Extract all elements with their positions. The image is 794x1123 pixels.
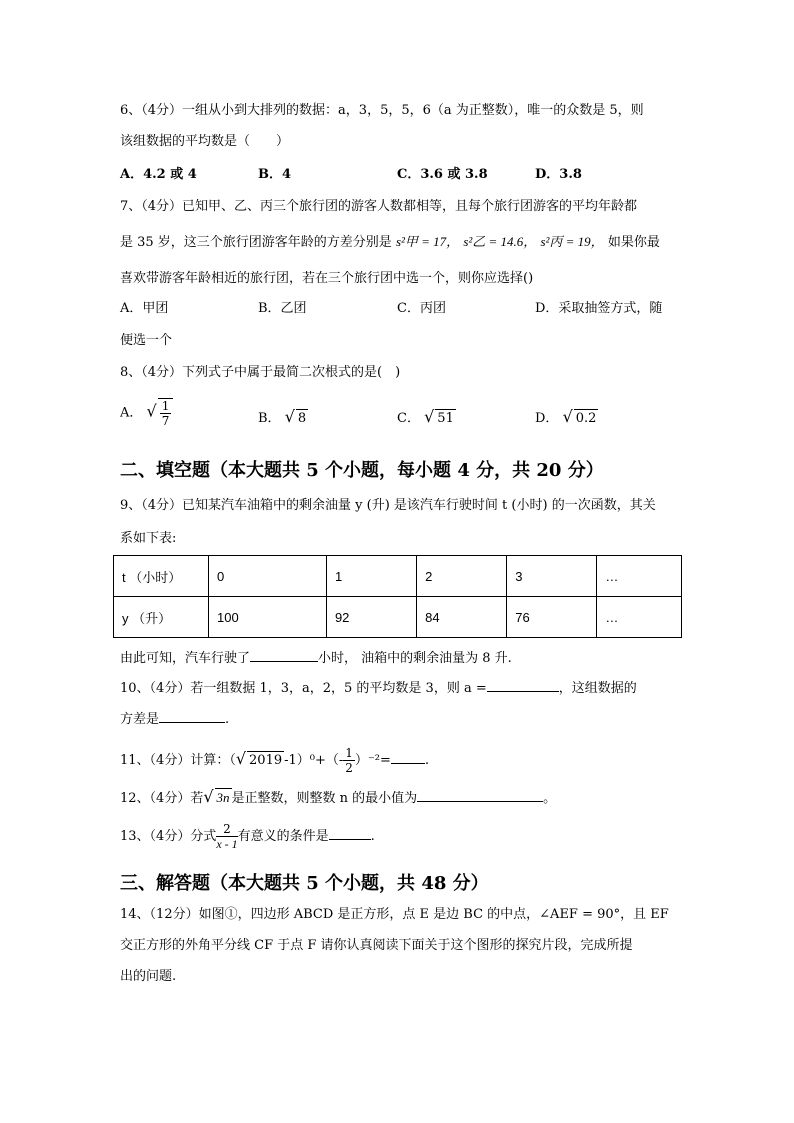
q6-option-c: C．3.6 或 3.8 — [397, 167, 488, 182]
table-cell: 3 — [507, 556, 597, 597]
q7-variance-bing: s²丙 = 19， — [540, 234, 604, 249]
q7-option-c: C．丙团 — [397, 301, 446, 316]
sqrt-symbol-icon: √ — [284, 407, 295, 426]
q11-fraction — [343, 746, 355, 775]
table-cell: 2 — [417, 556, 507, 597]
q8-a-numerator: 1 — [161, 399, 170, 413]
table-cell: 92 — [326, 597, 416, 638]
q10-line2-end: . — [225, 712, 230, 727]
q12-mid: 是正整数，则整数 n 的最小值为 — [231, 791, 418, 806]
q13-line — [120, 822, 375, 851]
answer-blank[interactable] — [329, 825, 371, 840]
q10-line1 — [120, 677, 637, 698]
q7-line3: 喜欢带游客年龄相近的旅行团，若在三个旅行团中选一个，则你应选择() — [120, 271, 534, 286]
q8-a-denominator: 7 — [161, 414, 170, 428]
q11-numerator: 1 — [345, 746, 353, 760]
q9-line1: 9、（4分）已知某汽车油箱中的剩余油量 y (升) 是该汽车行驶时间 t (小时) 的一次函数，其关 — [120, 498, 656, 513]
q10-text-end: ，这组数据的 — [558, 681, 637, 696]
q12-line — [120, 787, 556, 808]
q7-line2-end: 如果你最 — [607, 235, 660, 250]
sqrt-symbol-icon: √ — [146, 401, 157, 421]
q11-prefix: 11、（4分）计算：（ — [120, 753, 236, 768]
q7-option-a: A．甲团 — [120, 301, 169, 316]
q13-prefix: 13、（4分）分式 — [120, 829, 217, 844]
q6-option-a: A．4.2 或 4 — [120, 167, 197, 182]
table-cell: 100 — [209, 597, 327, 638]
table-cell: y （升） — [114, 597, 209, 638]
q13-fraction — [216, 822, 237, 851]
table-cell: 1 — [326, 556, 416, 597]
q13-denominator: x - 1 — [216, 837, 238, 851]
q9-line2: 系如下表: — [120, 531, 177, 546]
section-title-fill-in: 二、填空题（本大题共 5 个小题，每小题 4 分，共 20 分） — [120, 460, 604, 481]
section-title-solutions: 三、解答题（本大题共 5 个小题，共 48 分） — [120, 873, 489, 894]
q7-option-d: D．采取抽签方式，随 — [535, 301, 663, 316]
q8-option-d-radicand: 0.2 — [575, 411, 597, 426]
answer-blank[interactable] — [250, 647, 318, 662]
sqrt-symbol-icon: √ — [235, 749, 247, 768]
table-cell: 84 — [417, 597, 507, 638]
q6-option-d: D．3.8 — [535, 167, 582, 182]
q7-variance-jia: s²甲 = 17， — [395, 234, 460, 249]
q12-prefix: 12、（4分）若 — [120, 791, 204, 806]
q8-option-c-radicand: 51 — [437, 411, 454, 426]
table-cell: t （小时） — [114, 556, 209, 597]
table-cell: 76 — [507, 597, 597, 638]
q6-option-b: B．4 — [258, 167, 292, 182]
q7-option-d-cont: 便选一个 — [120, 333, 173, 348]
q11-radicand: 2019 — [249, 753, 283, 768]
sqrt-symbol-icon: √ — [203, 787, 214, 806]
q9-after-text: 由此可知，汽车行驶了 — [120, 651, 251, 666]
q7-line2-text: 是 35 岁，这三个旅行团游客年龄的方差分别是 — [120, 235, 392, 250]
q8-option-a-label: A． — [120, 405, 143, 421]
answer-blank[interactable] — [159, 708, 225, 723]
q9-after-table — [120, 647, 512, 668]
q9-data-table — [113, 555, 682, 638]
table-row — [114, 556, 682, 597]
q7-line1: 7、（4分）已知甲、乙、丙三个旅行团的游客人数都相等，且每个旅行团游客的平均年龄都 — [120, 199, 638, 214]
q11-mid: -1）⁰+（- — [284, 753, 344, 768]
q8-option-c — [397, 408, 456, 428]
q7-option-b: B．乙团 — [258, 301, 307, 316]
table-row — [114, 597, 682, 638]
q8-option-b — [258, 408, 308, 428]
q14-line2: 交正方形的外角平分线 CF 于点 F 请你认真阅读下面关于这个图形的探究片段，完成所提 — [120, 938, 633, 953]
q7-variance-yi: s²乙 = 14.6， — [463, 234, 537, 249]
q14-line3: 出的问题. — [120, 969, 177, 984]
q13-mid: 有意义的条件是 — [237, 829, 329, 844]
q7-line2 — [120, 233, 660, 252]
q8-option-b-radicand: 8 — [297, 411, 307, 426]
q13-end: . — [370, 829, 375, 844]
q6-line2: 该组数据的平均数是（ ） — [120, 134, 290, 149]
q10-line2 — [120, 708, 229, 729]
answer-blank[interactable] — [487, 677, 559, 692]
q9-after-end: 小时， 油箱中的剩余油量为 8 升. — [318, 651, 512, 666]
answer-blank[interactable] — [391, 749, 425, 764]
q10-line2-text: 方差是 — [120, 712, 160, 727]
q10-text: 10、（4分）若一组数据 1，3，a，2，5 的平均数是 3，则 a = — [120, 681, 487, 696]
q13-numerator: 2 — [216, 822, 237, 837]
q8-option-b-label: B． — [258, 411, 281, 426]
sqrt-symbol-icon: √ — [424, 407, 435, 426]
q11-denominator: 2 — [345, 761, 353, 775]
q6-line1: 6、（4分）一组从小到大排列的数据：a，3，5，5，6（a 为正整数），唯一的众数是 5，则 — [120, 103, 644, 118]
q8-option-a — [120, 398, 173, 428]
q11-suffix: ）⁻²= — [354, 753, 391, 768]
q14-line1: 14、（12分）如图①，四边形 ABCD 是正方形，点 E 是边 BC 的中点，∠AEF = 90°，且 EF — [120, 907, 669, 922]
q11-end: . — [424, 753, 430, 768]
table-cell: … — [597, 556, 682, 597]
q8-option-c-label: C． — [397, 411, 420, 426]
q12-radicand: 3n — [216, 790, 230, 805]
q8-option-d-label: D． — [535, 411, 559, 426]
q8-option-d — [535, 408, 598, 428]
q11-line — [120, 746, 429, 775]
q8-option-a-fraction — [158, 398, 174, 428]
table-cell: 0 — [209, 556, 327, 597]
answer-blank[interactable] — [417, 787, 543, 802]
q12-end: 。 — [543, 791, 557, 806]
table-cell: … — [597, 597, 682, 638]
sqrt-symbol-icon: √ — [562, 407, 573, 426]
q8-line1: 8、（4分）下列式子中属于最简二次根式的是( ) — [120, 365, 401, 380]
